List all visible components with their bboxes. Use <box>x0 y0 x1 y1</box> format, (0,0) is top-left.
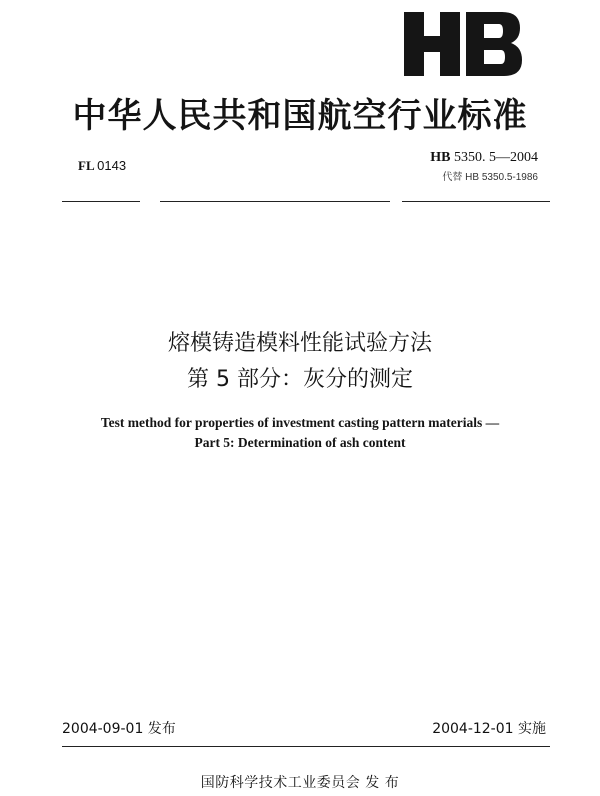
title-en-line1: Test method for properties of investment casting pattern materials — <box>100 415 500 430</box>
standard-prefix: HB <box>430 150 451 165</box>
header-rule-left <box>62 201 140 202</box>
standard-number-value: 5350. 5—2004 <box>454 150 538 165</box>
title-cn-line1: 熔模铸造模料性能试验方法 <box>167 331 432 356</box>
header-rule-right <box>402 201 550 202</box>
issue-date: 2004-09-01 发布 <box>62 721 176 737</box>
implement-date: 2004-12-01 实施 <box>432 721 546 737</box>
classification-number: 0143 <box>97 158 127 173</box>
title-en-line2: Part 5: Determination of ash content <box>194 435 406 450</box>
hb-logo <box>404 12 522 76</box>
footer-rule <box>62 746 550 747</box>
standard-category-title: 中华人民共和国航空行业标准 <box>72 96 528 136</box>
classification-code <box>78 158 126 174</box>
publisher: 国防科学技术工业委员会 发 布 <box>200 775 400 791</box>
header-rule-middle <box>160 201 390 202</box>
replaces-standard: 代替 HB 5350.5-1986 <box>442 172 538 183</box>
standard-number <box>430 150 538 166</box>
title-cn-line2: 第 5 部分：灰分的测定 <box>187 367 413 392</box>
hb-logo-graphic <box>404 12 522 76</box>
classification-label: FL <box>78 158 94 173</box>
